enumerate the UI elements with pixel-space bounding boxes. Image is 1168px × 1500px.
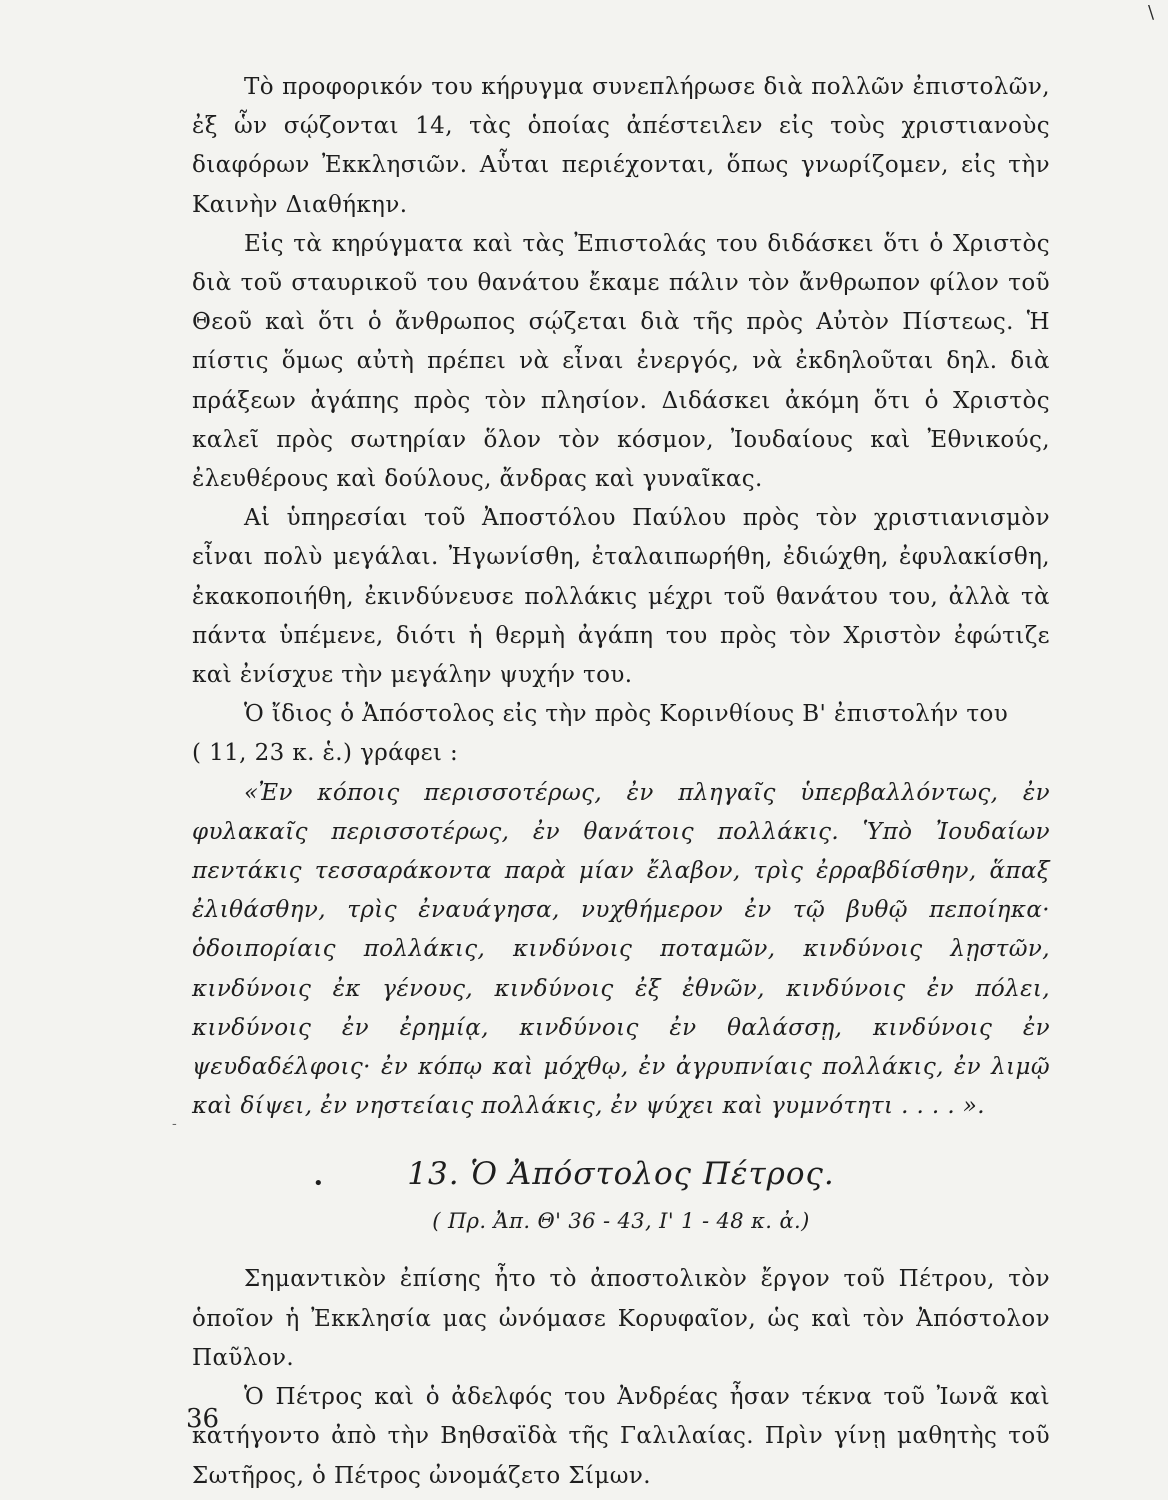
heading-bullet: • — [313, 1173, 325, 1195]
margin-tick: - — [172, 1116, 177, 1132]
paragraph-corinthians-intro: Ὁ ἴδιος ὁ Ἀπόστολος εἰς τὴν πρὸς Κορινθίους Β' ἐπιστολήν του — [244, 701, 1009, 728]
paragraph-services: Αἱ ὑπηρεσίαι τοῦ Ἀποστόλου Παύλου πρὸς τὸν χριστιανισμὸν εἶναι πολὺ μεγάλαι. Ἠγωνίσθη, ἐταλαιπωρήθη, ἐδιώχθη, ἐφυλακίσθη, ἐκακοποιήθη, ἐκινδύνευσε πολλάκις μέχρι τοῦ θανάτου του, ἀλλὰ τὰ πάντα ὑπέμενε, διότι ἡ θερμὴ ἀγάπη του πρὸς τὸν Χριστὸν ἐφώτιζε καὶ ἐνίσχυε τὴν μεγάλην ψυχήν του. — [192, 505, 1050, 689]
section-title: 13. Ὁ Ἀπόστολος Πέτρος. — [407, 1156, 835, 1193]
section-heading — [192, 1152, 1050, 1196]
section-reference: ( Πρ. Ἀπ. Θ' 36 - 43, Ι' 1 - 48 κ. ἀ.) — [432, 1209, 810, 1234]
paragraph-peter-origin: Ὁ Πέτρος καὶ ὁ ἀδελφός του Ἀνδρέας ἦσαν τέκνα τοῦ Ἰωνᾶ καὶ κατήγοντο ἀπὸ τὴν Βηθσαϊδὰ τῆς Γαλιλαίας. Πρὶν γίνῃ μαθητὴς τοῦ Σωτῆρος, ὁ Πέτρος ὠνομάζετο Σίμων. — [192, 1384, 1050, 1489]
paragraph-epistles: Τὸ προφορικόν του κήρυγμα συνεπλήρωσε διὰ πολλῶν ἐπιστολῶν, ἐξ ὧν σῴζονται 14, τὰς ὁποίας ἀπέστειλεν εἰς τοὺς χριστιανοὺς διαφόρων Ἐκκλησιῶν. Αὗται περιέχονται, ὅπως γνωρίζομεν, εἰς τὴν Καινὴν Διαθήκην. — [192, 74, 1050, 218]
body-text — [192, 68, 1050, 1496]
paragraph-teaching: Εἰς τὰ κηρύγματα καὶ τὰς Ἐπιστολάς του διδάσκει ὅτι ὁ Χριστὸς διὰ τοῦ σταυρικοῦ του θανάτου ἔκαμε πάλιν τὸν ἄνθρωπον φίλον τοῦ Θεοῦ καὶ ὅτι ὁ ἄνθρωπος σῴζεται διὰ τῆς πρὸς Αὐτὸν Πίστεως. Ἡ πίστις ὅμως αὐτὴ πρέπει νὰ εἶναι ἐνεργός, νὰ ἐκδηλοῦται δηλ. διὰ πράξεων ἀγάπης πρὸς τὸν πλησίον. Διδάσκει ἀκόμη ὅτι ὁ Χριστὸς καλεῖ πρὸς σωτηρίαν ὅλον τὸν κόσμον, Ἰουδαίους καὶ Ἐθνικούς, ἐλευθέρους καὶ δούλους, ἄνδρας καὶ γυναῖκας. — [192, 230, 1050, 493]
scan-corner-mark: \ — [1148, 2, 1155, 23]
page-number: 36 — [186, 1404, 220, 1434]
paragraph-peter-work: Σημαντικὸν ἐπίσης ἦτο τὸ ἀποστολικὸν ἔργον τοῦ Πέτρου, τὸν ὁποῖον ἡ Ἐκκλησία μας ὠνόμασε Κορυφαῖον, ὡς καὶ τὸν Ἀπόστολον Παῦλον. — [192, 1266, 1050, 1371]
citation-line: ( 11, 23 κ. ἑ.) γράφει : — [192, 740, 459, 767]
quotation: «Ἐν κόποις περισσοτέρως, ἐν πληγαῖς ὑπερβαλλόντως, ἐν φυλακαῖς περισσοτέρως, ἐν θανάτοις πολλάκις. Ὑπὸ Ἰουδαίων πεντάκις τεσσαράκοντα παρὰ μίαν ἔλαβον, τρὶς ἐρραβδίσθην, ἅπαξ ἐλιθάσθην, τρὶς ἐναυάγησα, νυχθήμερον ἐν τῷ βυθῷ πεποίηκα· ὁδοιπορίαις πολλάκις, κινδύνοις ποταμῶν, κινδύνοις λῃστῶν, κινδύνοις ἐκ γένους, κινδύνοις ἐξ ἐθνῶν, κινδύνοις ἐν πόλει, κινδύνοις ἐν ἐρημίᾳ, κινδύνοις ἐν θαλάσσῃ, κινδύνοις ἐν ψευδαδέλφοις· ἐν κόπῳ καὶ μόχθῳ, ἐν ἀγρυπνίαις πολλάκις, ἐν λιμῷ καὶ δίψει, ἐν νηστείαις πολλάκις, ἐν ψύχει καὶ γυμνότητι . . . . ». — [192, 779, 1050, 1120]
